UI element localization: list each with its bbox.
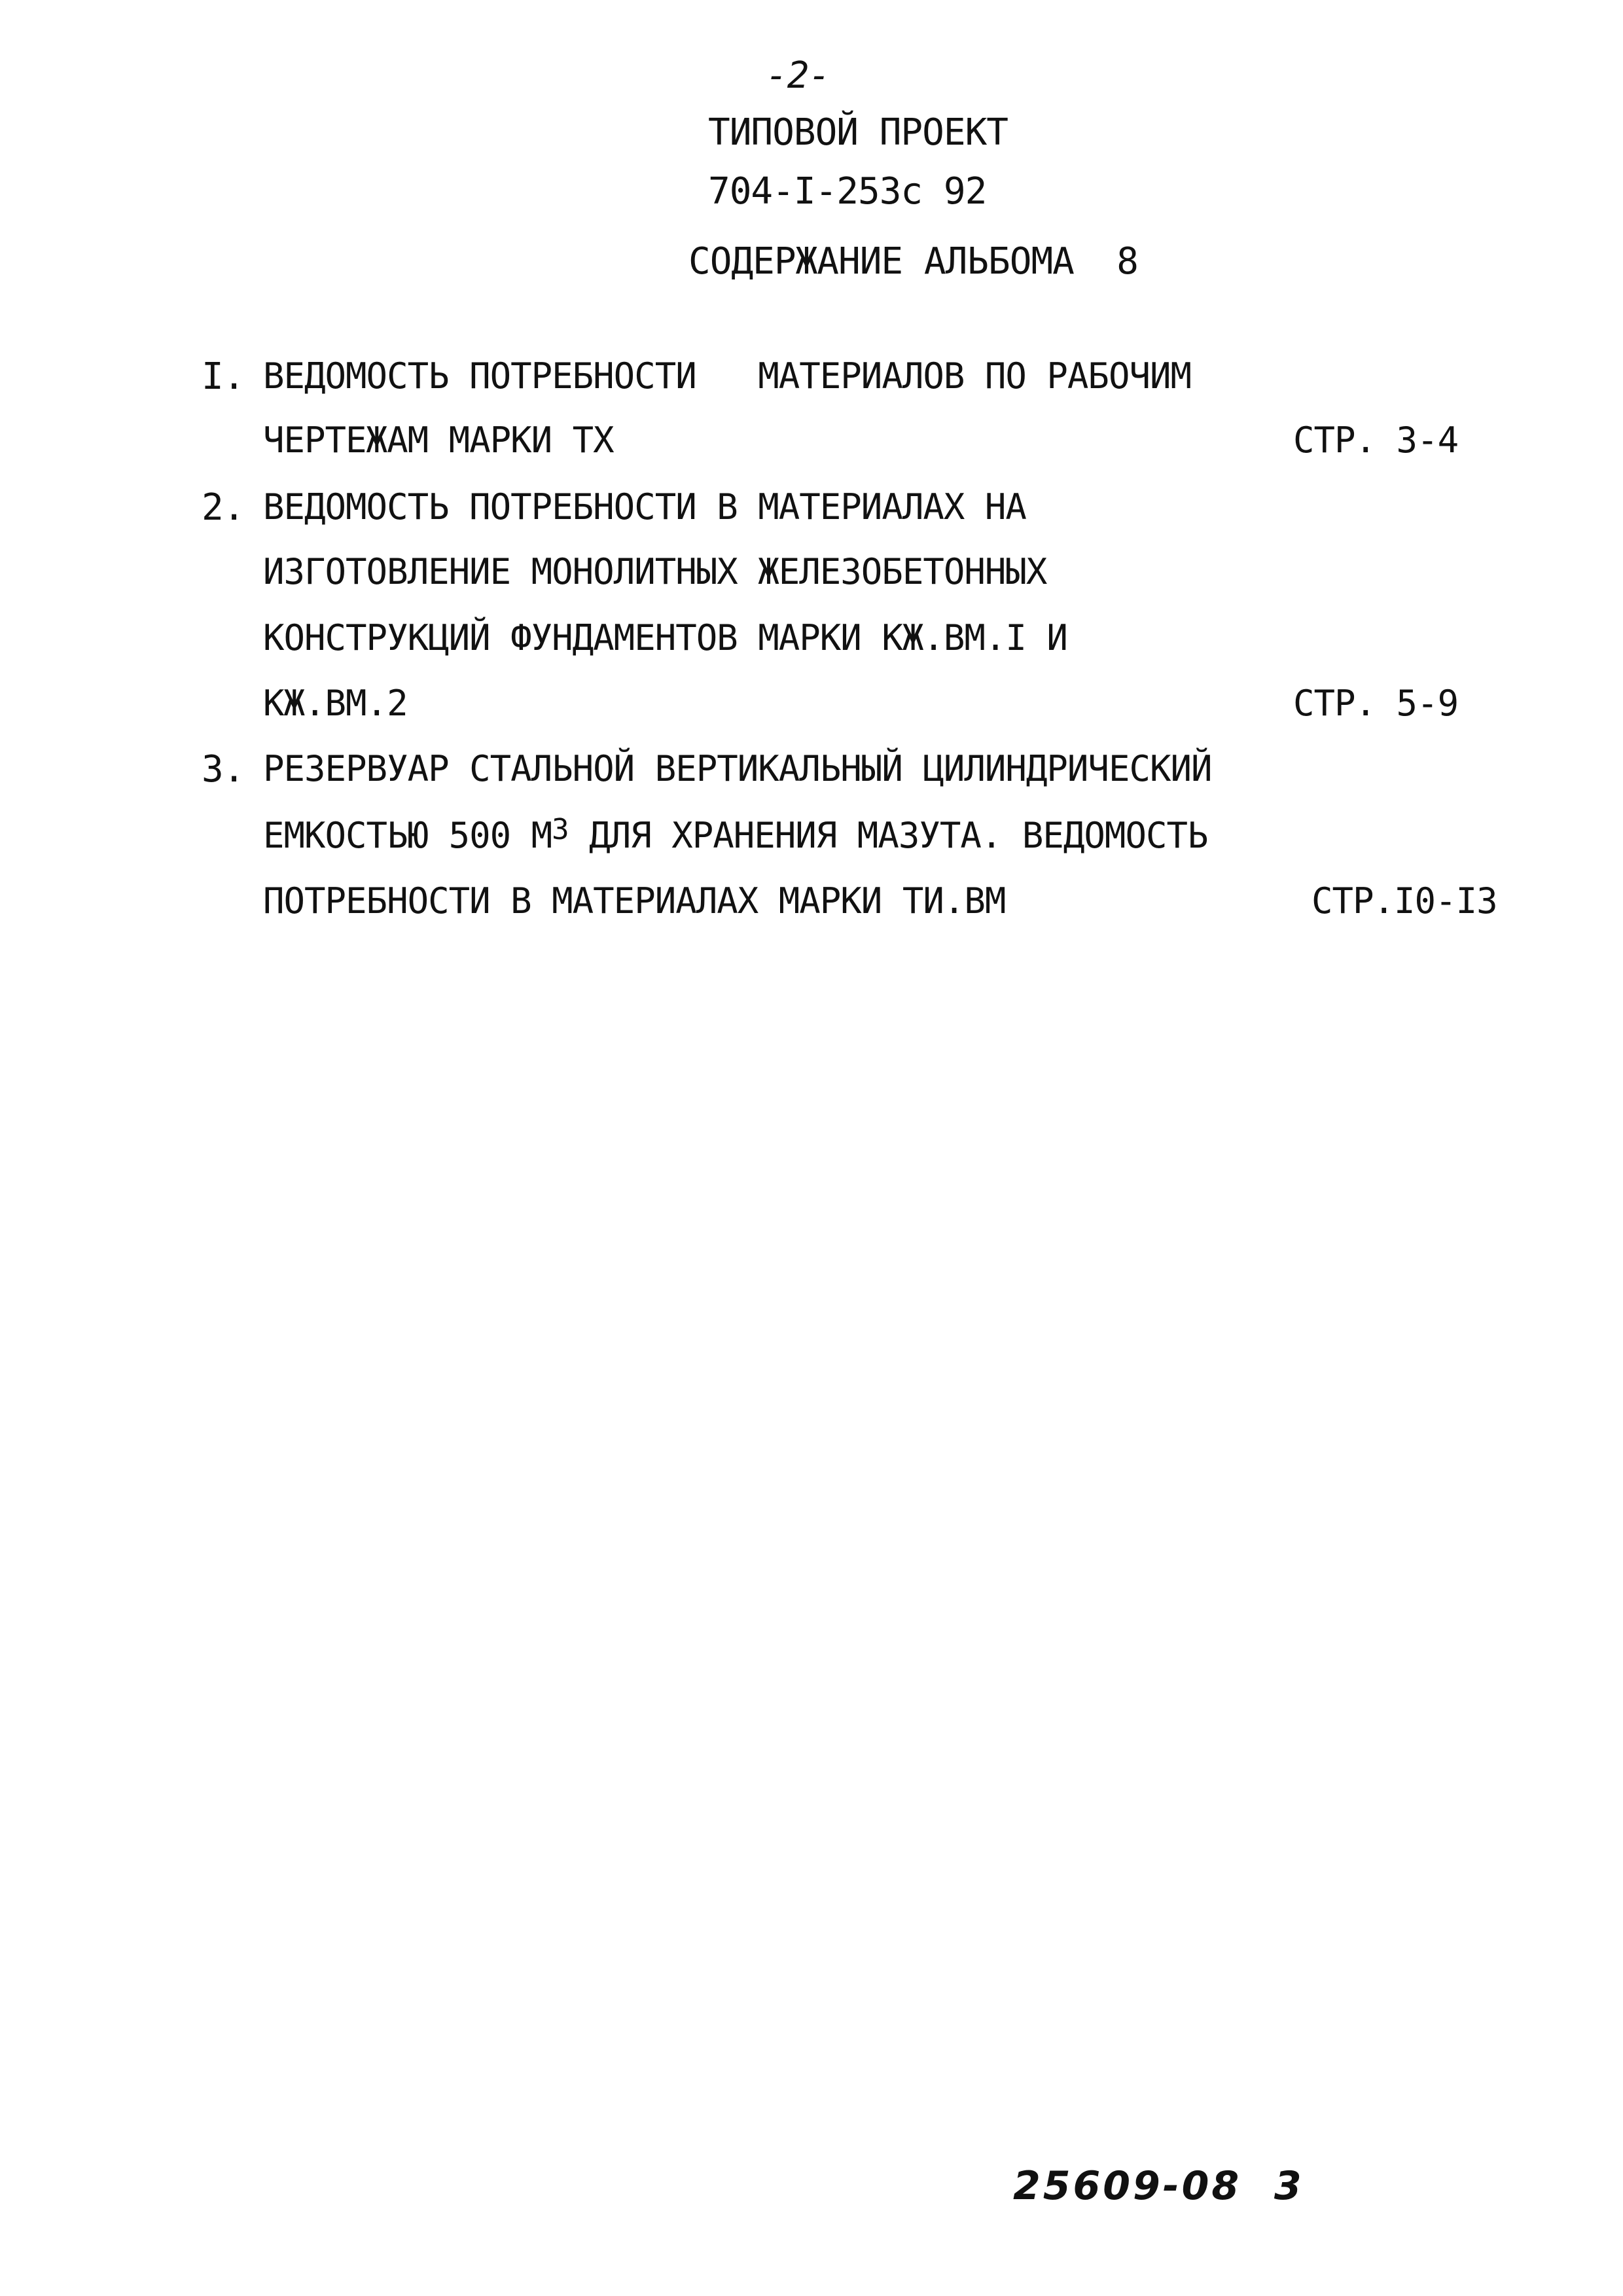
- item-text-segment: ДЛЯ ХРАНЕНИЯ МАЗУТА. ВЕДОМОСТЬ: [568, 815, 1208, 856]
- item-pages: СТР. 3-4: [1293, 420, 1459, 461]
- document-stamp: [1013, 2163, 1304, 2209]
- item-text-line: ВЕДОМОСТЬ ПОТРЕБНОСТИ МАТЕРИАЛОВ ПО РАБОЧИМ: [263, 355, 1191, 397]
- project-code: 704-I-253с 92: [708, 170, 987, 213]
- stamp-code: 25609-08: [1013, 2163, 1242, 2209]
- item-text-line: ПОТРЕБНОСТИ В МАТЕРИАЛАХ МАРКИ ТИ.ВМ: [263, 880, 1006, 922]
- superscript-cubed: 3: [552, 813, 569, 846]
- item-number: 2.: [202, 486, 245, 529]
- page-number: -2-: [766, 54, 830, 97]
- album-title: СОДЕРЖАНИЕ АЛЬБОМА 8: [688, 240, 1139, 283]
- item-text-segment: ЕМКОСТЬЮ 500 М: [263, 815, 552, 856]
- item-text-line: [263, 813, 1208, 856]
- item-text-line: ВЕДОМОСТЬ ПОТРЕБНОСТИ В МАТЕРИАЛАХ НА: [263, 486, 1026, 528]
- item-text-line: РЕЗЕРВУАР СТАЛЬНОЙ ВЕРТИКАЛЬНЫЙ ЦИЛИНДРИЧЕСКИЙ: [263, 748, 1212, 789]
- item-pages: СТР.I0-I3: [1311, 880, 1497, 922]
- stamp-page: 3: [1274, 2163, 1304, 2209]
- item-number: I.: [202, 355, 245, 398]
- item-text-line: ИЗГОТОВЛЕНИЕ МОНОЛИТНЫХ ЖЕЛЕЗОБЕТОННЫХ: [263, 551, 1047, 592]
- item-text-line: КОНСТРУКЦИЙ ФУНДАМЕНТОВ МАРКИ КЖ.ВМ.I И: [263, 617, 1067, 658]
- item-pages: СТР. 5-9: [1293, 683, 1459, 724]
- project-type: ТИПОВОЙ ПРОЕКТ: [708, 111, 1008, 154]
- item-text-line: КЖ.ВМ.2: [263, 683, 408, 724]
- item-number: 3.: [202, 748, 245, 791]
- item-text-line: ЧЕРТЕЖАМ МАРКИ ТХ: [263, 420, 614, 461]
